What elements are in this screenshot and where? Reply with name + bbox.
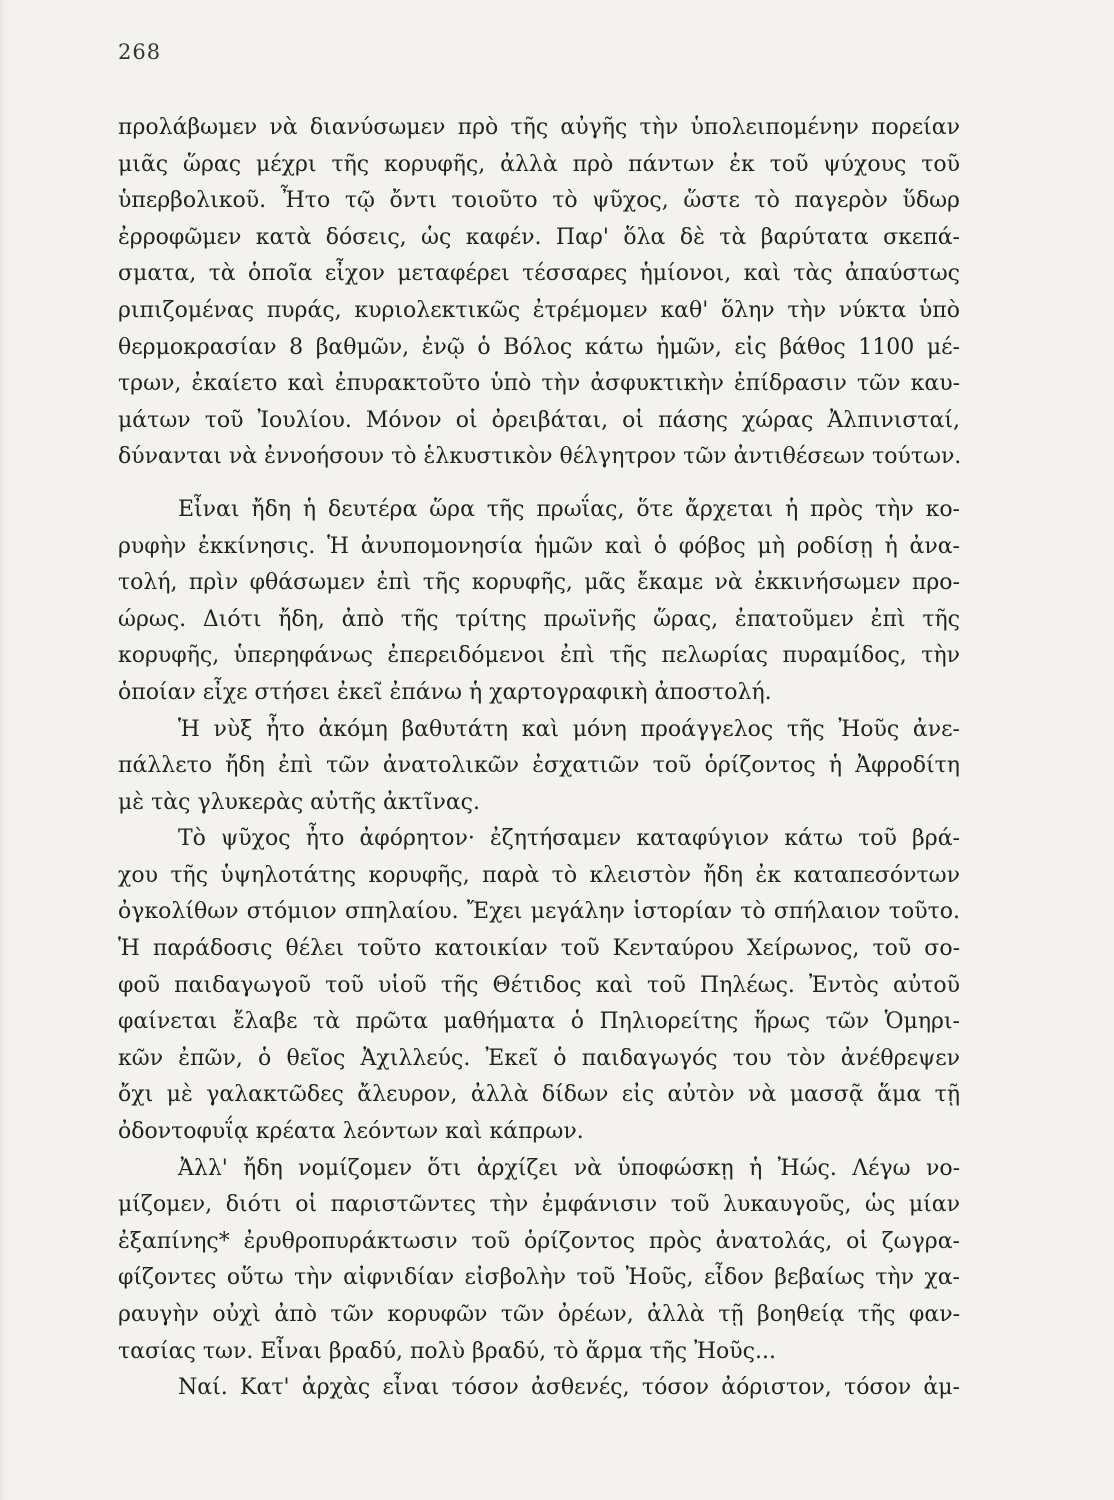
text-line: κορυφῆς, ὑπερηφάνως ἐπερειδόμενοι ἐπὶ τῆς πελωρίας πυραμίδος, τὴν bbox=[118, 643, 960, 669]
text-line: πάλλετο ἤδη ἐπὶ τῶν ἀνατολικῶν ἐσχατιῶν τοῦ ὁρίζοντος ἡ Ἀφροδίτη bbox=[118, 753, 960, 779]
text-line: σματα, τὰ ὁποῖα εἶχον μεταφέρει τέσσαρες ἡμίονοι, καὶ τὰς ἀπαύστως bbox=[118, 261, 960, 287]
text-line: Ναί. Κατ' ἀρχὰς εἶναι τόσον ἀσθενές, τόσον ἀόριστον, τόσον ἀμ- bbox=[178, 1375, 960, 1401]
text-line: ἐρροφῶμεν κατὰ δόσεις, ὡς καφέν. Παρ' ὅλα δὲ τὰ βαρύτατα σκεπά- bbox=[118, 224, 960, 250]
text-line: Ἀλλ' ἤδη νομίζομεν ὅτι ἀρχίζει νὰ ὑποφώσκῃ ἡ Ἠώς. Λέγω νο- bbox=[178, 1155, 960, 1181]
text-line: φίζοντες οὕτω τὴν αἰφνιδίαν εἰσβολὴν τοῦ Ἠοῦς, εἶδον βεβαίως τὴν χα- bbox=[118, 1265, 960, 1291]
text-line: προλάβωμεν νὰ διανύσωμεν πρὸ τῆς αὐγῆς τὴν ὑπολειπομένην πορείαν bbox=[118, 115, 960, 140]
text-line: δύνανται νὰ ἐννοήσουν τὸ ἑλκυστικὸν θέλγητρον τῶν ἀντιθέσεων τούτων. bbox=[118, 444, 962, 470]
text-line: Τὸ ψῦχος ἦτο ἀφόρητον· ἐζητήσαμεν καταφύγιον κάτω τοῦ βρά- bbox=[178, 826, 960, 852]
page-number: 268 bbox=[118, 40, 162, 64]
text-line: ὑπερβολικοῦ. Ἦτο τῷ ὄντι τοιοῦτο τὸ ψῦχος, ὥστε τὸ παγερὸν ὕδωρ bbox=[118, 188, 960, 214]
paragraph bbox=[118, 821, 960, 1150]
text-line: θερμοκρασίαν 8 βαθμῶν, ἐνῷ ὁ Βόλος κάτω ἡμῶν, εἰς βάθος 1100 μέ- bbox=[118, 334, 960, 360]
paragraph bbox=[118, 1151, 960, 1371]
paragraph bbox=[118, 1370, 960, 1407]
text-line: Ἡ παράδοσις θέλει τοῦτο κατοικίαν τοῦ Κενταύρου Χείρωνος, τοῦ σο- bbox=[118, 936, 960, 962]
text-line: ραυγὴν οὐχὶ ἀπὸ τῶν κορυφῶν τῶν ὀρέων, ἀλλὰ τῇ βοηθείᾳ τῆς φαν- bbox=[118, 1302, 960, 1327]
text-line: κῶν ἐπῶν, ὁ θεῖος Ἀχιλλεύς. Ἐκεῖ ὁ παιδαγωγός του τὸν ἀνέθρεψεν bbox=[118, 1045, 960, 1071]
paragraph bbox=[118, 712, 960, 822]
text-line: ώρως. Διότι ἤδη, ἀπὸ τῆς τρίτης πρωϊνῆς ὥρας, ἐπατοῦμεν ἐπὶ τῆς bbox=[118, 606, 960, 632]
text-line: τολή, πρὶν φθάσωμεν ἐπὶ τῆς κορυφῆς, μᾶς ἔκαμε νὰ ἐκκινήσωμεν προ- bbox=[118, 570, 960, 596]
text-line: μίζομεν, διότι οἱ παριστῶντες τὴν ἐμφάνισιν τοῦ λυκαυγοῦς, ὡς μίαν bbox=[118, 1192, 960, 1218]
text-line: Εἶναι ἤδη ἡ δευτέρα ὥρα τῆς πρωΐας, ὅτε ἄρχεται ἡ πρὸς τὴν κο- bbox=[178, 496, 960, 522]
text-line: φαίνεται ἔλαβε τὰ πρῶτα μαθήματα ὁ Πηλιορείτης ἥρως τῶν Ὁμηρι- bbox=[118, 1009, 960, 1035]
text-line: Ἡ νὺξ ἦτο ἀκόμη βαθυτάτη καὶ μόνη προάγγελος τῆς Ἠοῦς ἀνε- bbox=[178, 716, 960, 742]
paragraph bbox=[118, 492, 960, 712]
text-line: ὀγκολίθων στόμιον σπηλαίου. Ἔχει μεγάλην ἱστορίαν τὸ σπήλαιον τοῦτο. bbox=[118, 899, 960, 925]
text-line: μάτων τοῦ Ἰουλίου. Μόνον οἱ ὀρειβάται, οἱ πάσης χώρας Ἀλπινισταί, bbox=[118, 407, 960, 433]
text-line: ὄχι μὲ γαλακτῶδες ἄλευρον, ἀλλὰ δίδων εἰς αὐτὸν νὰ μασσᾷ ἅμα τῇ bbox=[118, 1082, 960, 1108]
page-edge-shadow bbox=[0, 0, 6, 1500]
text-line: ὀδοντοφυΐᾳ κρέατα λεόντων καὶ κάπρων. bbox=[118, 1119, 584, 1145]
text-line: μιᾶς ὥρας μέχρι τῆς κορυφῆς, ἀλλὰ πρὸ πάντων ἐκ τοῦ ψύχους τοῦ bbox=[118, 151, 960, 177]
body-text bbox=[118, 110, 960, 1407]
paragraph bbox=[118, 110, 960, 476]
text-line: μὲ τὰς γλυκερὰς αὐτῆς ἀκτῖνας. bbox=[118, 789, 481, 815]
text-line: χου τῆς ὑψηλοτάτης κορυφῆς, παρὰ τὸ κλειστὸν ἤδη ἐκ καταπεσόντων bbox=[118, 862, 960, 888]
text-line: ριπιζομένας πυράς, κυριολεκτικῶς ἐτρέμομεν καθ' ὅλην τὴν νύκτα ὑπὸ bbox=[118, 297, 960, 323]
text-line: ρυφὴν ἐκκίνησις. Ἡ ἀνυπομονησία ἡμῶν καὶ ὁ φόβος μὴ ροδίσῃ ἡ ἀνα- bbox=[118, 533, 960, 559]
text-line: ἐξαπίνης* ἐρυθροπυράκτωσιν τοῦ ὁρίζοντος πρὸς ἀνατολάς, οἱ ζωγρα- bbox=[118, 1228, 960, 1254]
text-line: τασίας των. Εἶναι βραδύ, πολὺ βραδύ, τὸ ἅρμα τῆς Ἠοῦς... bbox=[118, 1338, 776, 1364]
text-line: ὁποίαν εἶχε στήσει ἐκεῖ ἐπάνω ἡ χαρτογραφικὴ ἀποστολή. bbox=[118, 679, 772, 705]
text-line: φοῦ παιδαγωγοῦ τοῦ υἱοῦ τῆς Θέτιδος καὶ τοῦ Πηλέως. Ἐντὸς αὐτοῦ bbox=[118, 972, 960, 998]
text-line: τρων, ἐκαίετο καὶ ἐπυρακτοῦτο ὑπὸ τὴν ἀσφυκτικὴν ἐπίδρασιν τῶν καυ- bbox=[118, 371, 960, 397]
